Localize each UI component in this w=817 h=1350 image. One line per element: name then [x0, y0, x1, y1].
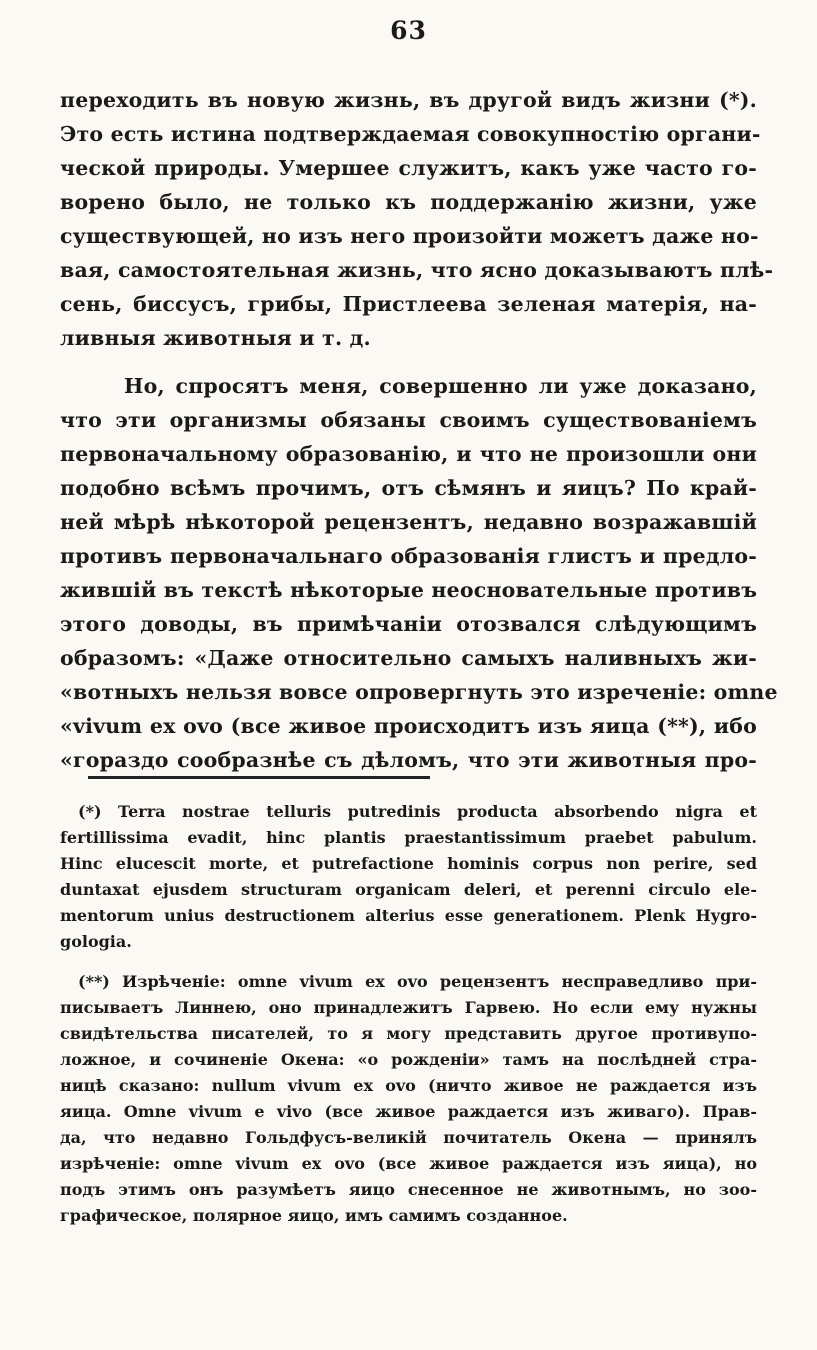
body-line: Но, спросятъ меня, совершенно ли уже доказано,: [124, 374, 757, 398]
footnote-line: писываетъ Линнею, оно принадлежитъ Гарвею. Но если ему нужны: [60, 998, 757, 1017]
body-line: ней мѣрѣ нѣкоторой рецензентъ, недавно возражавшій: [60, 510, 757, 534]
page-number: 63: [390, 16, 427, 45]
body-line: «вотныхъ нельзя вовсе опровергнуть это изреченіе: omne: [60, 680, 778, 704]
body-line: образомъ: «Даже относительно самыхъ наливныхъ жи-: [60, 646, 757, 670]
footnote-line: графическое, полярное яицо, имъ самимъ созданное.: [60, 1206, 568, 1225]
body-line: существующей, но изъ него произойти можетъ даже но-: [60, 224, 759, 248]
body-line: переходить въ новую жизнь, въ другой видъ жизни (*).: [60, 88, 757, 112]
footnote-line: да, что недавно Гольдфусъ-великій почитатель Окена — принялъ: [60, 1128, 757, 1147]
footnote-line: ложное, и сочиненіе Окена: «о рожденіи» тамъ на послѣдней стра-: [60, 1050, 757, 1069]
footnote-line: свидѣтельства писателей, то я могу представить другое противупо-: [60, 1024, 757, 1043]
footnote-line: яица. Omne vivum e vivo (все живое раждается изъ живаго). Прав-: [60, 1102, 757, 1121]
body-line: противъ первоначальнаго образованія глистъ и предло-: [60, 544, 757, 568]
footnote-line: gologia.: [60, 932, 132, 951]
body-line: ливныя животныя и т. д.: [60, 326, 371, 350]
footnote-line: ницѣ сказано: nullum vivum ex ovo (ничто живое не раждается изъ: [60, 1076, 757, 1095]
body-line: что эти организмы обязаны своимъ существованіемъ: [60, 408, 757, 432]
footnote-line: (*) Terra nostrae telluris putredinis producta absorbendo nigra et: [78, 802, 757, 821]
body-line: этого доводы, въ примѣчаніи отозвался слѣдующимъ: [60, 612, 757, 636]
body-line: «vivum ex ovo (все живое происходитъ изъ яица (**), ибо: [60, 714, 757, 738]
footnote-line: (**) Изрѣченіе: omne vivum ex ovo рецензентъ несправедливо при-: [78, 972, 757, 991]
body-line: подобно всѣмъ прочимъ, отъ сѣмянъ и яицъ? По край-: [60, 476, 757, 500]
footnote-line: mentorum unius destructionem alterius esse generationem. Plenk Hygro-: [60, 906, 757, 925]
body-line: Это есть истина подтверждаемая совокупностію органи-: [60, 122, 761, 146]
body-line: ческой природы. Умершее служитъ, какъ уже часто го-: [60, 156, 757, 180]
footnote-line: изрѣченіе: omne vivum ex ovo (все живое раждается изъ яица), но: [60, 1154, 757, 1173]
footnote-line: duntaxat ejusdem structuram organicam deleri, et perenni circulo ele-: [60, 880, 757, 899]
footnote-line: подъ этимъ онъ разумѣетъ яицо снесенное не животнымъ, но зоо-: [60, 1180, 757, 1199]
footnote-separator: [88, 776, 430, 779]
footnote-line: Hinc elucescit morte, et putrefactione hominis corpus non perire, sed: [60, 854, 757, 873]
body-line: вая, самостоятельная жизнь, что ясно доказываютъ плѣ-: [60, 258, 774, 282]
body-line: «гораздо сообразнѣе съ дѣломъ, что эти животныя про-: [60, 748, 757, 772]
body-line: ворено было, не только къ поддержанію жизни, уже: [60, 190, 757, 214]
body-line: жившій въ текстѣ нѣкоторые неосновательные противъ: [60, 578, 758, 602]
body-line: сень, биссусъ, грибы, Пристлеева зеленая матерія, на-: [60, 292, 757, 316]
body-line: первоначальному образованію, и что не произошли они: [60, 442, 757, 466]
footnote-line: fertillissima evadit, hinc plantis praestantissimum praebet pabulum.: [60, 828, 757, 847]
